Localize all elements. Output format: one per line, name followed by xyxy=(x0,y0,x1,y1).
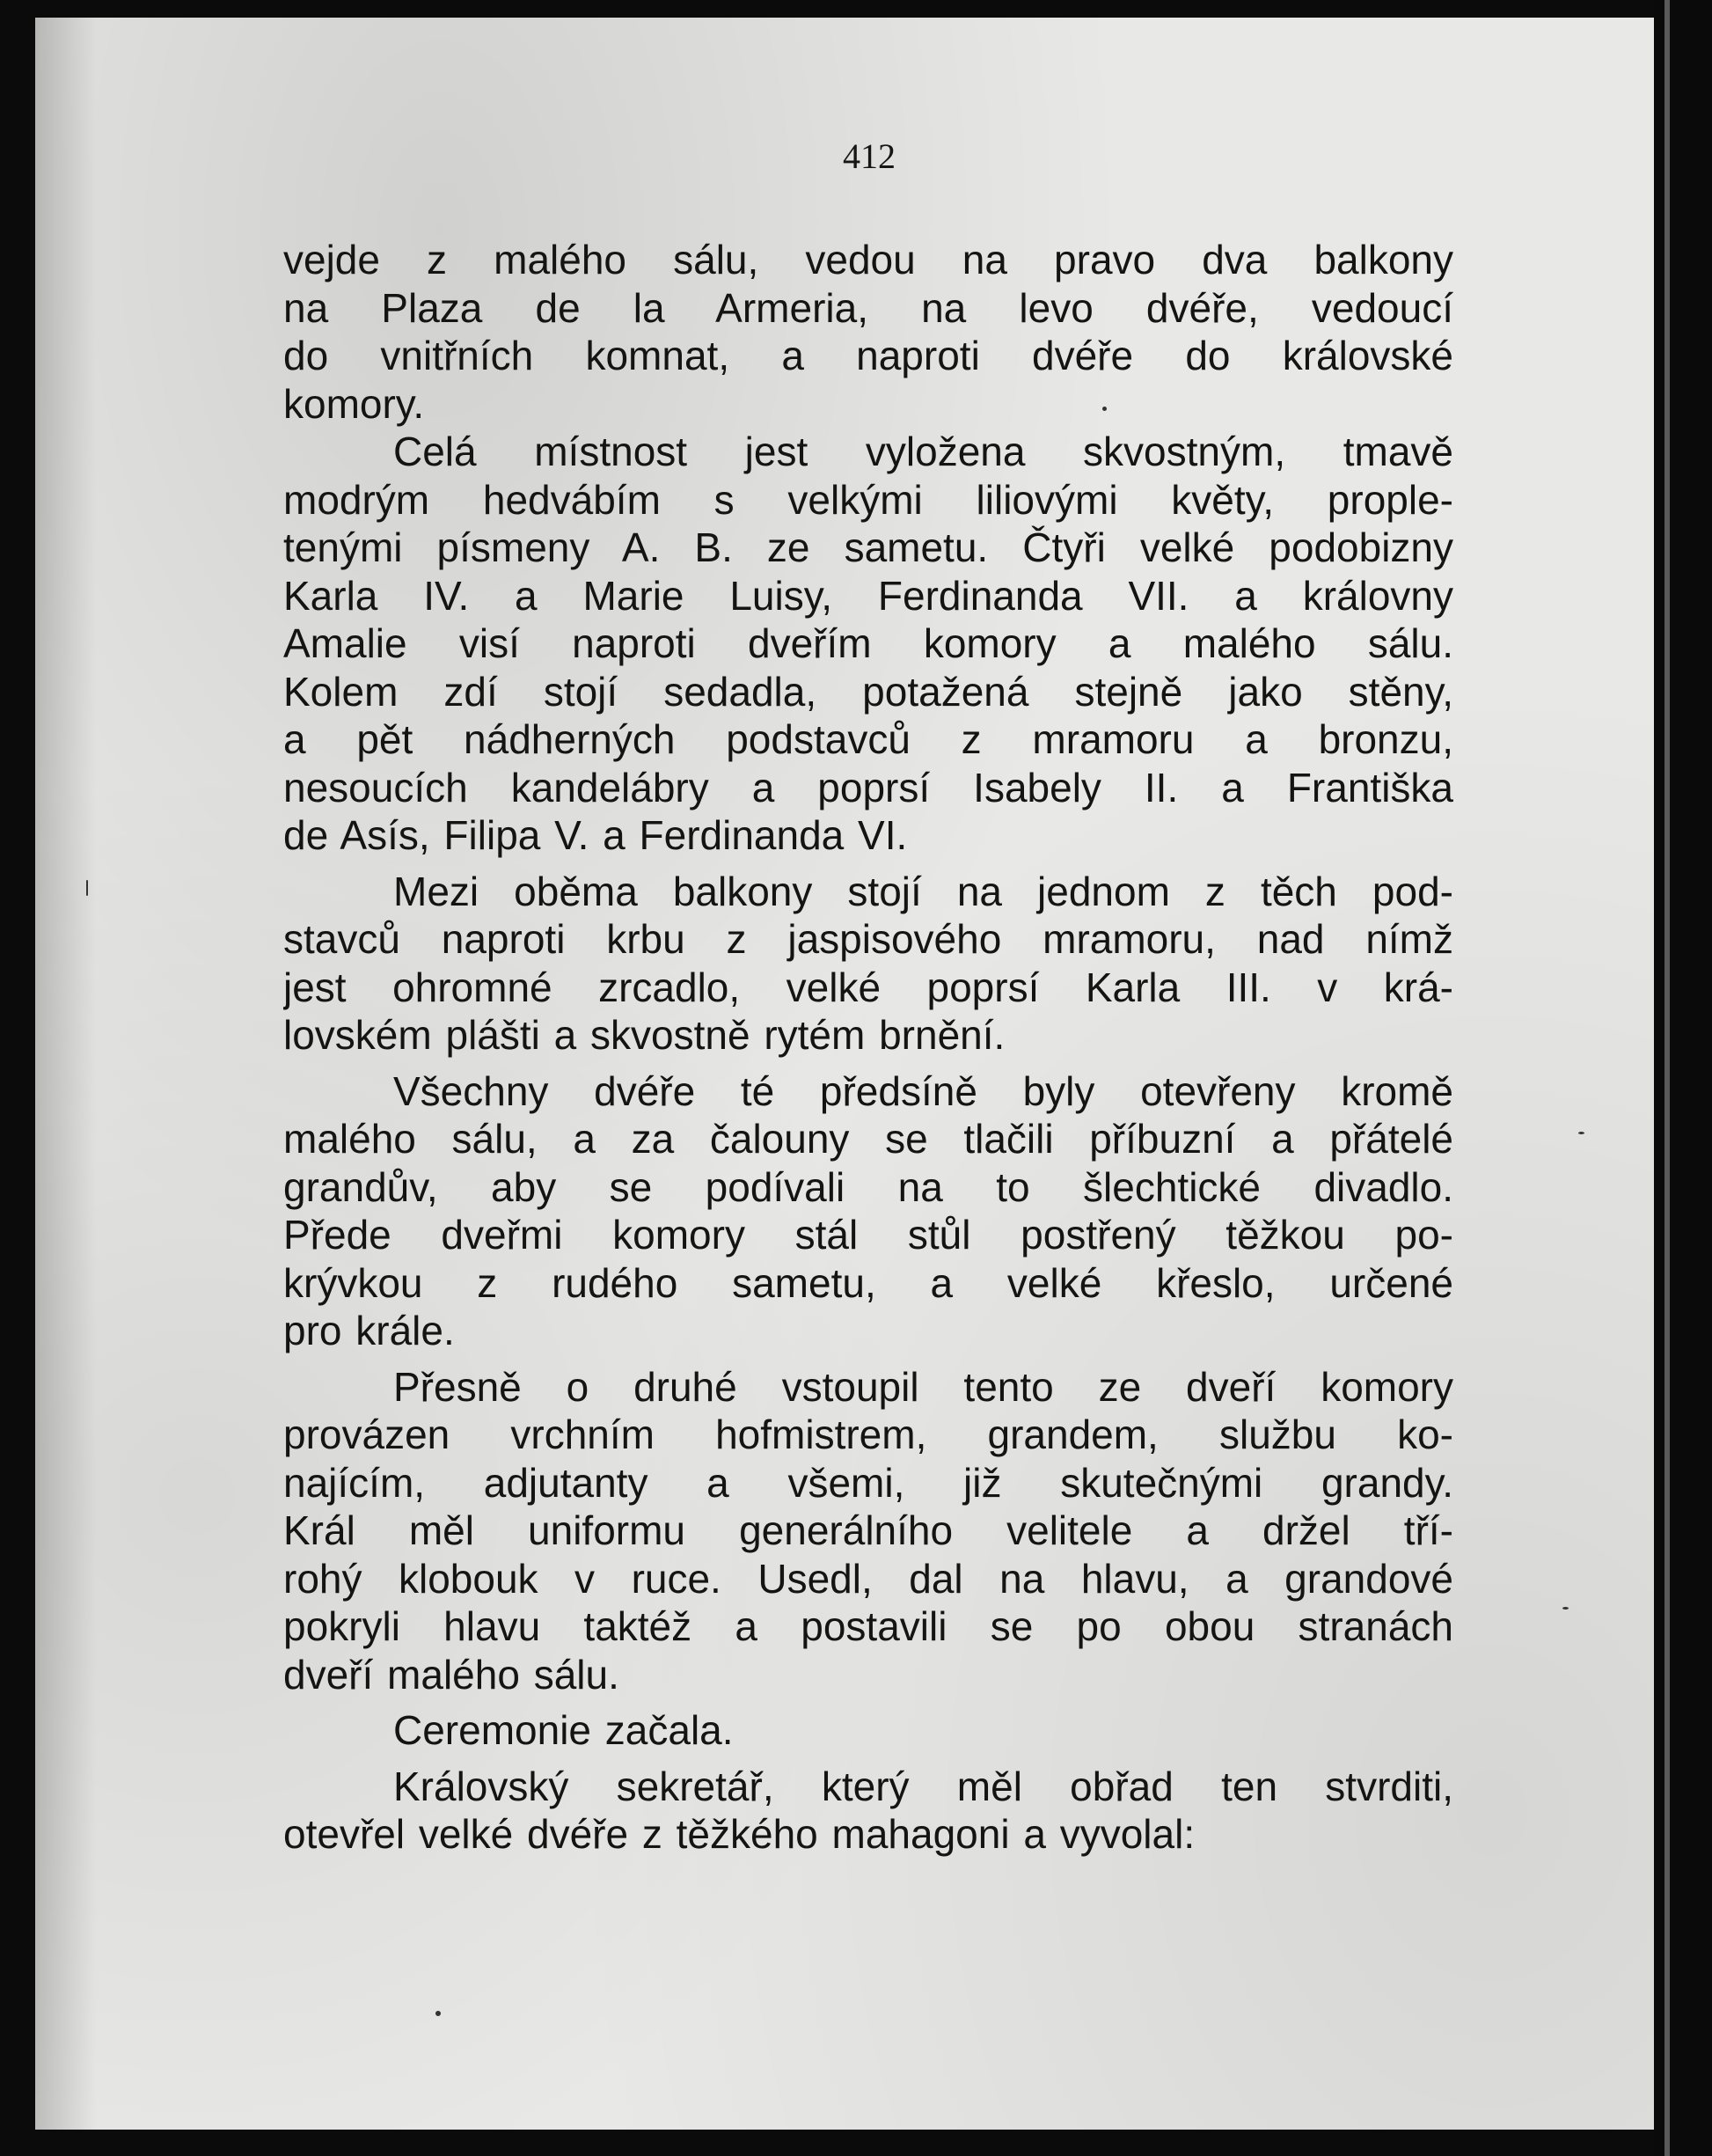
paragraph-gap xyxy=(283,1060,1453,1067)
text-line: dveří malého sálu. xyxy=(283,1651,619,1698)
text-line: stavců naproti krbu z jaspisového mramoru, nad nímž xyxy=(283,916,1453,962)
text-line: do vnitřních komnat, a naproti dvéře do královské xyxy=(283,333,1453,378)
text-line: Celá místnost jest vyložena skvostným, tmavě xyxy=(393,429,1453,474)
text-line: pro krále. xyxy=(283,1308,455,1353)
text-line: Všechny dvéře té předsíně byly otevřeny kromě xyxy=(393,1067,1453,1114)
paragraph xyxy=(283,1706,1453,1755)
text-line: Ceremonie začala. xyxy=(393,1707,734,1753)
text-line: malého sálu, a za čalouny se tlačili příbuzní a přátelé xyxy=(283,1116,1453,1162)
next-page-edge xyxy=(1664,0,1670,2156)
paragraph xyxy=(283,868,1453,1060)
dust-speck xyxy=(1102,407,1107,411)
text-line: modrým hedvábím s velkými liliovými květy, prople- xyxy=(283,476,1453,523)
text-line: Královský sekretář, který měl obřad ten stvrditi, xyxy=(393,1763,1453,1809)
page-gutter xyxy=(1654,0,1712,2156)
page-edge-shadow xyxy=(35,18,97,2130)
text-line: pokryli hlavu taktéž a postavili se po obou stranách xyxy=(283,1603,1453,1649)
text-line: Kolem zdí stojí sedadla, potažená stejně jako stěny, xyxy=(283,668,1453,715)
paragraph-gap xyxy=(283,860,1453,868)
dust-speck xyxy=(1562,1607,1569,1610)
text-line: na Plaza de la Armeria, na levo dvéře, vedoucí xyxy=(283,284,1453,331)
text-line: Přesně o druhé vstoupil tento ze dveří komory xyxy=(393,1363,1453,1410)
paragraph-gap xyxy=(283,1698,1453,1706)
text-line: komory. xyxy=(283,380,425,427)
text-line: lovském plášti a skvostně rytém brnění. xyxy=(283,1012,1006,1058)
paragraph xyxy=(283,1763,1453,1859)
text-line: Karla IV. a Marie Luisy, Ferdinanda VII. a královny xyxy=(283,572,1453,619)
dust-speck xyxy=(86,880,88,896)
paragraph xyxy=(283,1363,1453,1699)
paragraph xyxy=(283,428,1453,860)
text-line: grandův, aby se podívali na to šlechtické divadlo. xyxy=(283,1163,1453,1210)
paragraph-gap xyxy=(283,1755,1453,1763)
text-line: Mezi oběma balkony stojí na jednom z těch pod- xyxy=(393,868,1453,914)
text-line: Král měl uniformu generálního velitele a držel tří- xyxy=(283,1507,1453,1553)
text-line: jest ohromné zrcadlo, velké poprsí Karla III. v krá- xyxy=(283,964,1453,1010)
dust-speck xyxy=(435,2011,441,2016)
dust-speck xyxy=(1578,1132,1584,1134)
text-line: a pět nádherných podstavců z mramoru a bronzu, xyxy=(283,716,1453,762)
text-line: krývkou z rudého sametu, a velké křeslo, určené xyxy=(283,1259,1453,1306)
text-line: otevřel velké dvéře z těžkého mahagoni a vyvolal: xyxy=(283,1811,1196,1857)
text-line: najícím, adjutanty a všemi, již skutečnými grandy. xyxy=(283,1459,1453,1506)
text-line: Amalie visí naproti dveřím komory a malého sálu. xyxy=(283,620,1453,666)
page-number: 412 xyxy=(843,136,896,176)
paragraph xyxy=(283,1067,1453,1355)
text-line: tenými písmeny A. B. ze sametu. Čtyři velké podobizny xyxy=(283,524,1453,570)
text-line: nesoucích kandelábry a poprsí Isabely II. a Františka xyxy=(283,764,1453,810)
paragraph xyxy=(283,236,1453,428)
body-text xyxy=(283,236,1453,1859)
text-line: rohý klobouk v ruce. Usedl, dal na hlavu, a grandové xyxy=(283,1555,1453,1602)
text-line: de Asís, Filipa V. a Ferdinanda VI. xyxy=(283,812,908,858)
paragraph-gap xyxy=(283,1355,1453,1363)
text-line: vejde z malého sálu, vedou na pravo dva balkony xyxy=(283,237,1453,282)
text-line: provázen vrchním hofmistrem, grandem, službu ko- xyxy=(283,1412,1453,1457)
text-line: Přede dveřmi komory stál stůl postřený těžkou po- xyxy=(283,1212,1453,1258)
